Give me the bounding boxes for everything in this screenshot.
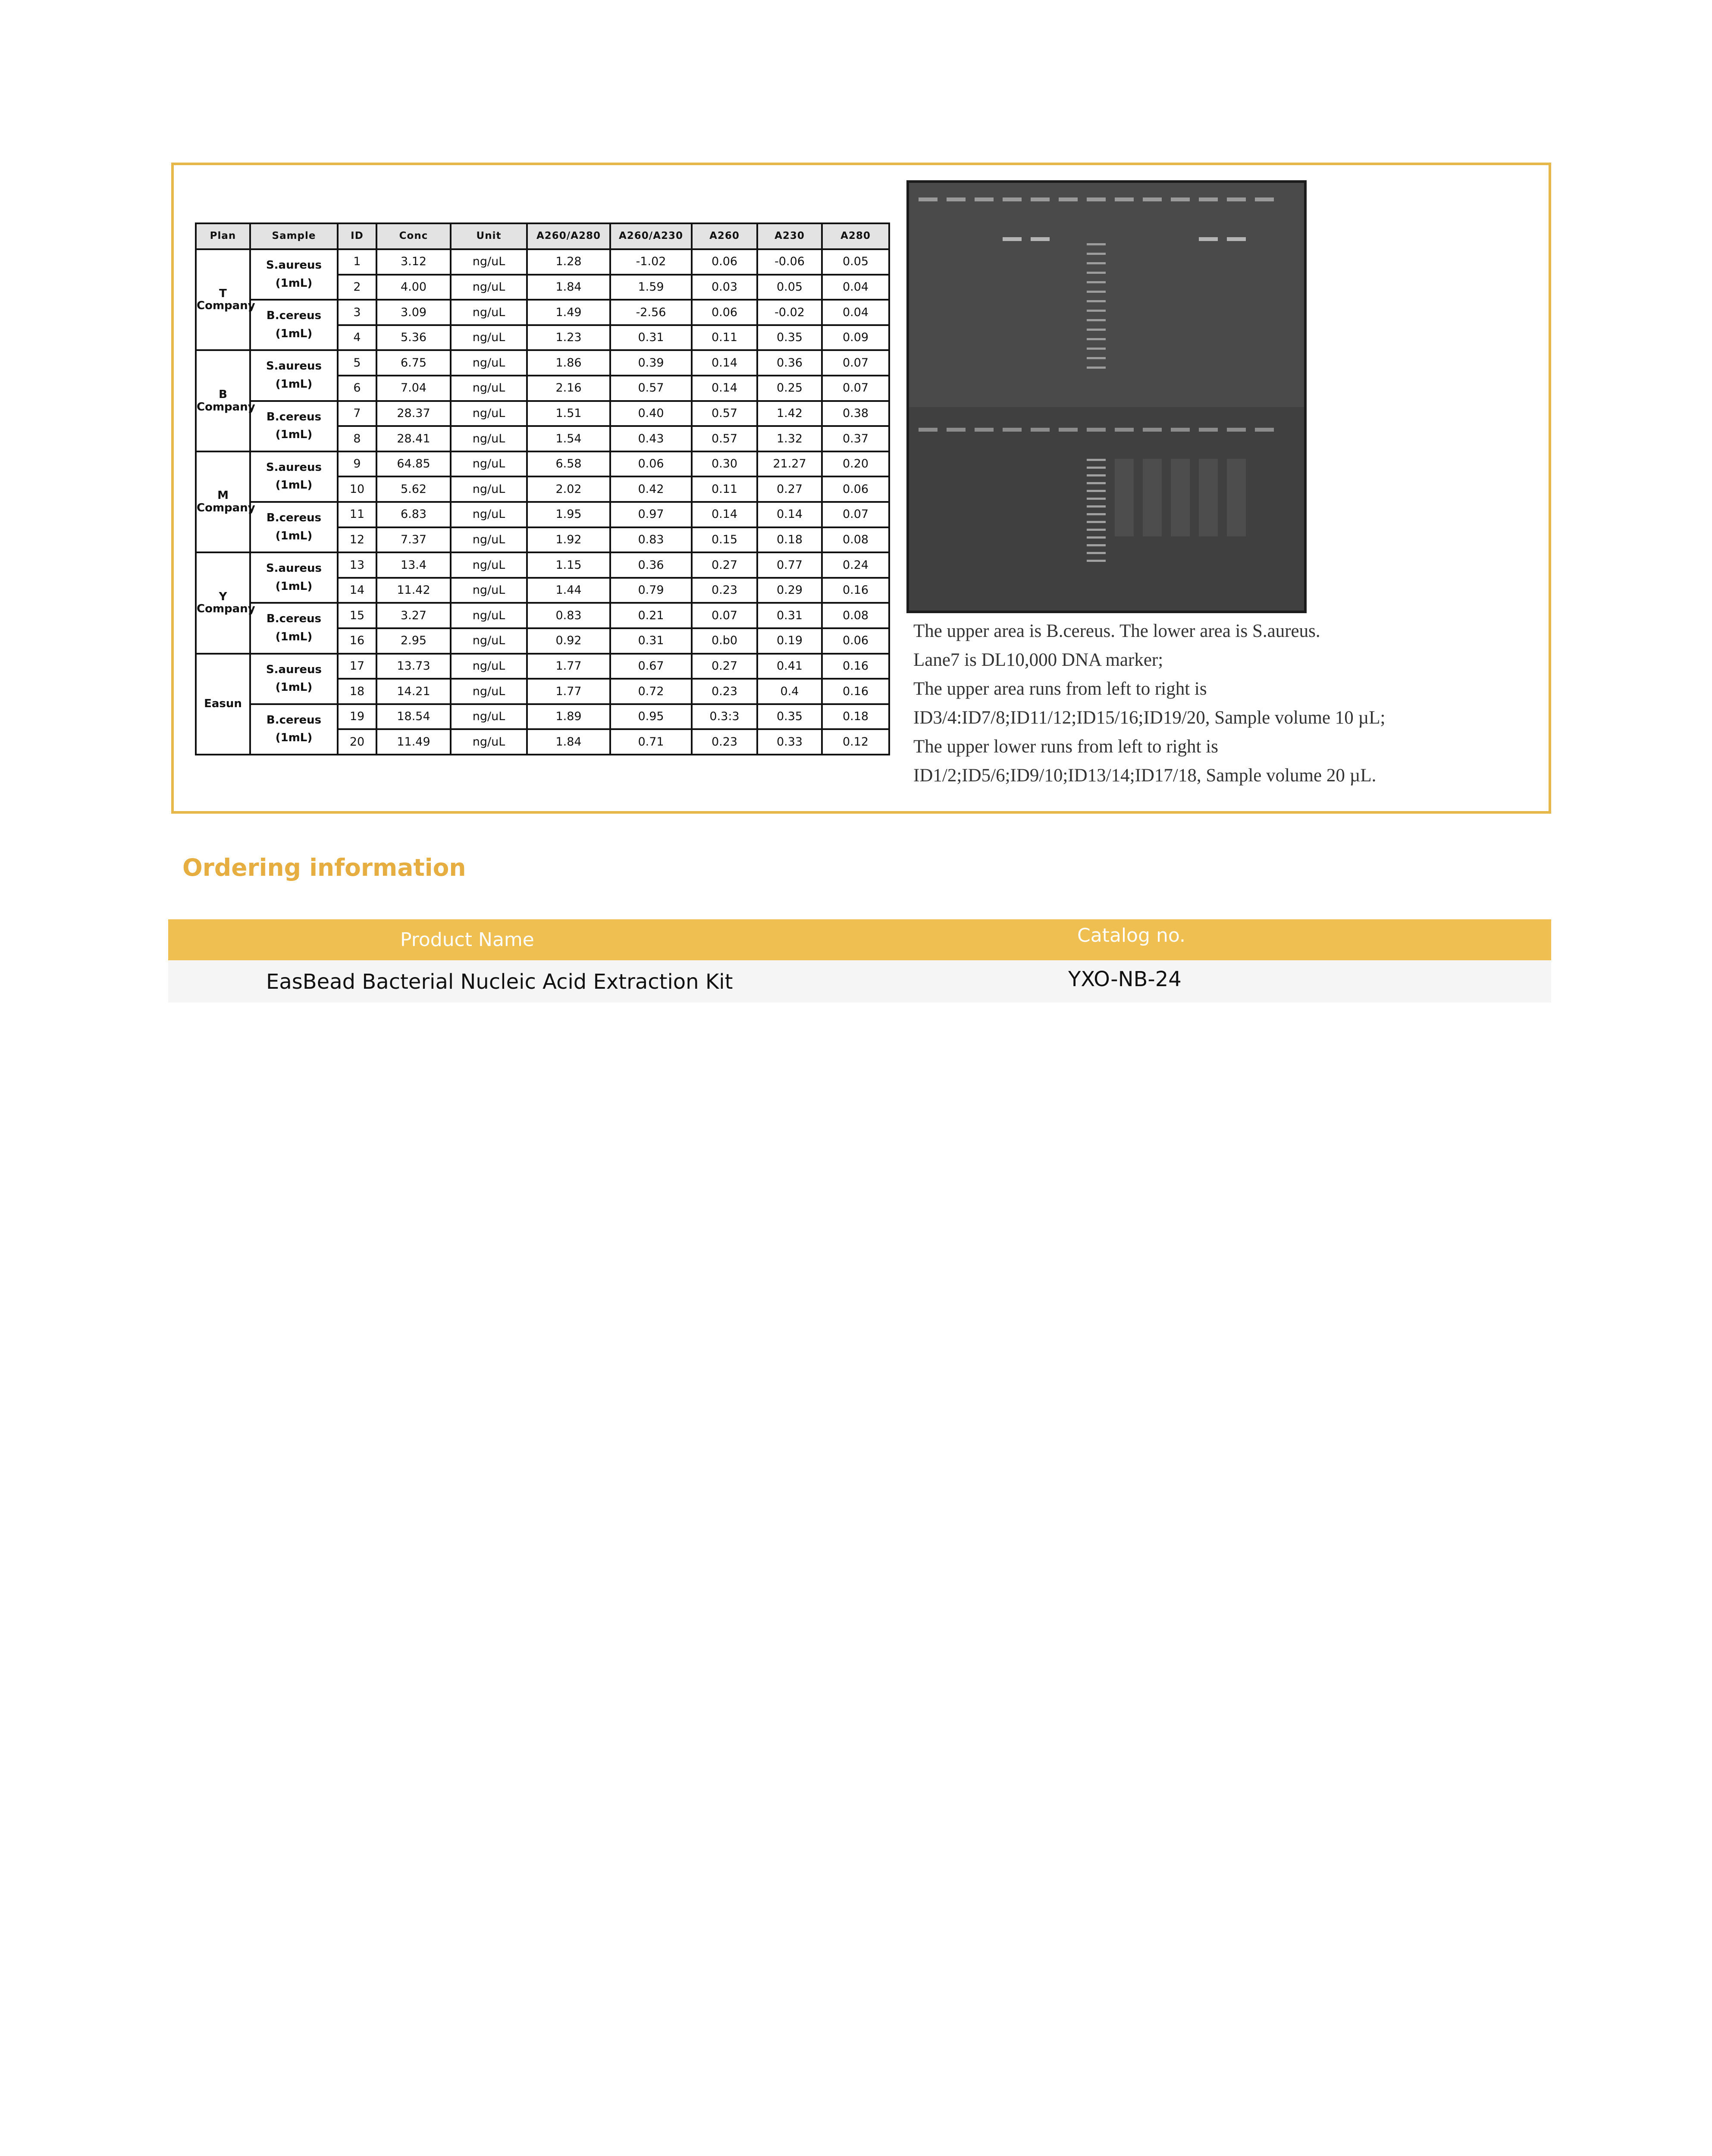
dna-smear <box>1171 459 1190 536</box>
cell-a230: -0.02 <box>757 300 822 325</box>
well-band <box>1031 197 1050 201</box>
sample-cell <box>250 249 338 300</box>
cell-a230: 0.18 <box>757 527 822 553</box>
cell-r2: 0.42 <box>610 476 692 502</box>
cell-r2: 0.71 <box>610 729 692 755</box>
sample-cell <box>250 350 338 401</box>
cell-r2: 0.79 <box>610 578 692 603</box>
marker-band <box>1087 357 1106 359</box>
col-header-a260: A260 <box>692 223 757 249</box>
well-band <box>1171 197 1190 201</box>
well-band <box>1199 428 1218 432</box>
cell-a230: 0.4 <box>757 679 822 704</box>
well-band <box>1255 428 1274 432</box>
cell-r1: 1.77 <box>527 654 610 679</box>
marker-band <box>1087 300 1106 302</box>
cell-a230: -0.06 <box>757 249 822 275</box>
col-header-unit: Unit <box>451 223 527 249</box>
cell-id: 1 <box>338 249 376 275</box>
col-header-a280: A280 <box>822 223 889 249</box>
well-band <box>1003 428 1022 432</box>
cell-a280: 0.07 <box>822 350 889 376</box>
cell-a280: 0.09 <box>822 325 889 351</box>
cell-a230: 0.25 <box>757 376 822 401</box>
sample-label-line: (1mL) <box>275 630 313 643</box>
sample-label-line: (1mL) <box>275 479 313 492</box>
sample-label-line: S.aureus <box>266 360 322 373</box>
cell-a260: 0.03 <box>692 275 757 300</box>
cell-unit: ng/uL <box>451 300 527 325</box>
well-band <box>919 428 938 432</box>
cell-id: 15 <box>338 603 376 628</box>
gel-bands <box>909 183 1304 611</box>
cell-a260: 0.14 <box>692 350 757 376</box>
marker-band <box>1087 291 1106 293</box>
cell-conc: 4.00 <box>376 275 451 300</box>
col-header-conc: Conc <box>376 223 451 249</box>
cell-r1: 1.51 <box>527 401 610 426</box>
sample-label-line: S.aureus <box>266 562 322 575</box>
ordering-table <box>168 919 1551 1003</box>
cell-a280: 0.16 <box>822 654 889 679</box>
cell-id: 5 <box>338 350 376 376</box>
well-band <box>1059 428 1078 432</box>
cell-r1: 1.77 <box>527 679 610 704</box>
cell-r2: 0.39 <box>610 350 692 376</box>
marker-band <box>1087 513 1106 515</box>
cell-id: 20 <box>338 729 376 755</box>
cell-r2: 0.95 <box>610 704 692 730</box>
cell-unit: ng/uL <box>451 654 527 679</box>
well-band <box>1171 428 1190 432</box>
plan-cell: Easun <box>196 654 250 755</box>
cell-a230: 0.31 <box>757 603 822 628</box>
well-band <box>947 428 966 432</box>
cell-a230: 0.05 <box>757 275 822 300</box>
cell-conc: 7.37 <box>376 527 451 553</box>
cell-a280: 0.06 <box>822 628 889 654</box>
cell-a230: 1.42 <box>757 401 822 426</box>
table-row <box>196 249 889 275</box>
table-header-row <box>196 223 889 249</box>
table-row <box>196 502 889 527</box>
cell-id: 10 <box>338 476 376 502</box>
marker-band <box>1087 262 1106 264</box>
well-band <box>1199 197 1218 201</box>
sample-label-line: (1mL) <box>275 428 313 442</box>
cell-id: 16 <box>338 628 376 654</box>
dna-smear <box>1115 459 1134 536</box>
dna-band <box>1031 237 1050 241</box>
well-band <box>1255 197 1274 201</box>
cell-conc: 13.4 <box>376 552 451 578</box>
marker-band <box>1087 310 1106 312</box>
table-row <box>196 401 889 426</box>
plan-cell: Y Company <box>196 552 250 653</box>
marker-band <box>1087 544 1106 546</box>
cell-r1: 1.49 <box>527 300 610 325</box>
well-band <box>1003 197 1022 201</box>
well-band <box>1115 428 1134 432</box>
cell-conc: 13.73 <box>376 654 451 679</box>
cell-a230: 0.36 <box>757 350 822 376</box>
cell-conc: 28.41 <box>376 426 451 451</box>
cell-a230: 0.35 <box>757 704 822 730</box>
cell-conc: 28.37 <box>376 401 451 426</box>
cell-unit: ng/uL <box>451 275 527 300</box>
sample-label-line: (1mL) <box>275 731 313 745</box>
cell-unit: ng/uL <box>451 704 527 730</box>
sample-label-line: B.cereus <box>266 410 322 423</box>
cell-r1: 2.02 <box>527 476 610 502</box>
cell-r2: 1.59 <box>610 275 692 300</box>
col-header-id: ID <box>338 223 376 249</box>
cell-a260: 0.27 <box>692 654 757 679</box>
cell-a260: 0.06 <box>692 249 757 275</box>
cell-id: 7 <box>338 401 376 426</box>
dna-band <box>1003 237 1022 241</box>
cell-unit: ng/uL <box>451 350 527 376</box>
cell-conc: 14.21 <box>376 679 451 704</box>
plan-cell: T Company <box>196 249 250 350</box>
cell-r1: 1.15 <box>527 552 610 578</box>
sample-cell <box>250 300 338 350</box>
cell-r2: 0.83 <box>610 527 692 553</box>
ordering-header-row <box>168 919 1551 960</box>
cell-r1: 1.28 <box>527 249 610 275</box>
table-row <box>196 552 889 578</box>
well-band <box>1115 197 1134 201</box>
sample-label-line: B.cereus <box>266 511 322 524</box>
sample-cell <box>250 451 338 502</box>
cell-a260: 0.15 <box>692 527 757 553</box>
cell-r1: 1.23 <box>527 325 610 351</box>
plan-cell: B Company <box>196 350 250 451</box>
marker-band <box>1087 560 1106 562</box>
cell-unit: ng/uL <box>451 325 527 351</box>
sample-cell <box>250 704 338 755</box>
cell-r1: 0.92 <box>527 628 610 654</box>
cell-a230: 1.32 <box>757 426 822 451</box>
sample-label-line: (1mL) <box>275 529 313 542</box>
dna-band <box>1227 237 1246 241</box>
cell-a260: 0.b0 <box>692 628 757 654</box>
well-band <box>1143 428 1162 432</box>
well-band <box>975 197 994 201</box>
well-band <box>1227 197 1246 201</box>
well-band <box>1059 197 1078 201</box>
cell-conc: 5.62 <box>376 476 451 502</box>
marker-band <box>1087 329 1106 331</box>
plan-cell: M Company <box>196 451 250 552</box>
cell-r2: 0.67 <box>610 654 692 679</box>
gel-caption <box>913 617 1543 790</box>
cell-conc: 6.75 <box>376 350 451 376</box>
cell-a260: 0.30 <box>692 451 757 477</box>
marker-band <box>1087 536 1106 539</box>
cell-id: 13 <box>338 552 376 578</box>
cell-unit: ng/uL <box>451 476 527 502</box>
cell-a230: 0.35 <box>757 325 822 351</box>
col-header-a230: A230 <box>757 223 822 249</box>
cell-r2: 0.43 <box>610 426 692 451</box>
sample-label-line: (1mL) <box>275 377 313 391</box>
cell-conc: 5.36 <box>376 325 451 351</box>
product-name-header: Product Name <box>400 929 534 951</box>
cell-id: 2 <box>338 275 376 300</box>
marker-band <box>1087 367 1106 369</box>
sample-label-line: (1mL) <box>275 327 313 340</box>
cell-a280: 0.37 <box>822 426 889 451</box>
cell-r2: -2.56 <box>610 300 692 325</box>
catalog-header: Catalog no. <box>1077 924 1185 946</box>
col-header-plan: Plan <box>196 223 250 249</box>
cell-unit: ng/uL <box>451 249 527 275</box>
sample-cell <box>250 654 338 704</box>
well-band <box>1143 197 1162 201</box>
cell-id: 14 <box>338 578 376 603</box>
cell-a280: 0.07 <box>822 502 889 527</box>
ordering-section-title: Ordering information <box>182 854 466 881</box>
caption-line: The upper lower runs from left to right is <box>913 736 1218 757</box>
cell-a230: 0.19 <box>757 628 822 654</box>
cell-id: 3 <box>338 300 376 325</box>
marker-band <box>1087 348 1106 350</box>
cell-a260: 0.14 <box>692 502 757 527</box>
marker-band <box>1087 505 1106 508</box>
cell-a260: 0.3:3 <box>692 704 757 730</box>
sample-label-line: B.cereus <box>266 713 322 727</box>
cell-a230: 0.33 <box>757 729 822 755</box>
cell-unit: ng/uL <box>451 426 527 451</box>
cell-a280: 0.16 <box>822 679 889 704</box>
well-band <box>947 197 966 201</box>
sample-label-line: (1mL) <box>275 681 313 694</box>
sample-cell <box>250 603 338 653</box>
cell-a280: 0.38 <box>822 401 889 426</box>
cell-r1: 1.86 <box>527 350 610 376</box>
cell-unit: ng/uL <box>451 729 527 755</box>
cell-conc: 11.42 <box>376 578 451 603</box>
cell-a280: 0.20 <box>822 451 889 477</box>
cell-r1: 1.54 <box>527 426 610 451</box>
caption-line: ID1/2;ID5/6;ID9/10;ID13/14;ID17/18, Sample volume 20 µL. <box>913 765 1376 786</box>
cell-r2: 0.06 <box>610 451 692 477</box>
ordering-row <box>168 960 1551 1003</box>
cell-a260: 0.57 <box>692 401 757 426</box>
cell-id: 19 <box>338 704 376 730</box>
col-header-a260-a230: A260/A230 <box>610 223 692 249</box>
cell-a230: 0.77 <box>757 552 822 578</box>
cell-a260: 0.07 <box>692 603 757 628</box>
cell-conc: 64.85 <box>376 451 451 477</box>
marker-band <box>1087 459 1106 461</box>
well-band <box>919 197 938 201</box>
caption-line: The upper area is B.cereus. The lower area is S.aureus. <box>913 621 1320 641</box>
marker-band <box>1087 552 1106 554</box>
cell-a280: 0.04 <box>822 275 889 300</box>
marker-band <box>1087 474 1106 476</box>
cell-a230: 0.27 <box>757 476 822 502</box>
cell-unit: ng/uL <box>451 578 527 603</box>
cell-a260: 0.23 <box>692 679 757 704</box>
cell-a230: 0.29 <box>757 578 822 603</box>
sample-label-line: (1mL) <box>275 276 313 290</box>
well-band <box>975 428 994 432</box>
cell-conc: 3.12 <box>376 249 451 275</box>
cell-a280: 0.24 <box>822 552 889 578</box>
sample-label-line: S.aureus <box>266 259 322 272</box>
marker-band <box>1087 490 1106 492</box>
cell-unit: ng/uL <box>451 502 527 527</box>
cell-a280: 0.16 <box>822 578 889 603</box>
cell-conc: 3.27 <box>376 603 451 628</box>
cell-r1: 1.84 <box>527 729 610 755</box>
cell-a280: 0.07 <box>822 376 889 401</box>
cell-conc: 3.09 <box>376 300 451 325</box>
cell-r1: 2.16 <box>527 376 610 401</box>
cell-id: 17 <box>338 654 376 679</box>
cell-a280: 0.04 <box>822 300 889 325</box>
cell-a260: 0.11 <box>692 325 757 351</box>
cell-r1: 1.89 <box>527 704 610 730</box>
cell-a230: 0.41 <box>757 654 822 679</box>
cell-a260: 0.57 <box>692 426 757 451</box>
cell-id: 18 <box>338 679 376 704</box>
cell-r1: 0.83 <box>527 603 610 628</box>
caption-line: Lane7 is DL10,000 DNA marker; <box>913 650 1163 670</box>
table-row <box>196 350 889 376</box>
cell-conc: 2.95 <box>376 628 451 654</box>
cell-id: 8 <box>338 426 376 451</box>
marker-band <box>1087 482 1106 484</box>
extraction-results-table <box>195 222 890 755</box>
well-band <box>1031 428 1050 432</box>
cell-r2: 0.36 <box>610 552 692 578</box>
cell-unit: ng/uL <box>451 628 527 654</box>
cell-conc: 6.83 <box>376 502 451 527</box>
cell-r2: 0.97 <box>610 502 692 527</box>
sample-cell <box>250 502 338 552</box>
marker-band <box>1087 529 1106 531</box>
col-header-a260-a280: A260/A280 <box>527 223 610 249</box>
marker-band <box>1087 281 1106 283</box>
caption-line: The upper area runs from left to right is <box>913 679 1207 699</box>
cell-a280: 0.12 <box>822 729 889 755</box>
cell-r2: 0.31 <box>610 628 692 654</box>
cell-id: 9 <box>338 451 376 477</box>
marker-band <box>1087 521 1106 523</box>
cell-r1: 1.44 <box>527 578 610 603</box>
cell-a230: 0.14 <box>757 502 822 527</box>
cell-conc: 7.04 <box>376 376 451 401</box>
caption-line: ID3/4:ID7/8;ID11/12;ID15/16;ID19/20, Sample volume 10 µL; <box>913 708 1386 728</box>
marker-band <box>1087 467 1106 469</box>
cell-a280: 0.08 <box>822 603 889 628</box>
cell-r2: 0.21 <box>610 603 692 628</box>
cell-id: 4 <box>338 325 376 351</box>
cell-a230: 21.27 <box>757 451 822 477</box>
cell-a260: 0.06 <box>692 300 757 325</box>
sample-label-line: S.aureus <box>266 461 322 474</box>
marker-band <box>1087 243 1106 245</box>
sample-label-line: (1mL) <box>275 580 313 593</box>
cell-conc: 18.54 <box>376 704 451 730</box>
col-header-sample: Sample <box>250 223 338 249</box>
cell-a260: 0.11 <box>692 476 757 502</box>
cell-r2: -1.02 <box>610 249 692 275</box>
cell-unit: ng/uL <box>451 603 527 628</box>
cell-unit: ng/uL <box>451 679 527 704</box>
cell-a280: 0.06 <box>822 476 889 502</box>
cell-r2: 0.72 <box>610 679 692 704</box>
cell-unit: ng/uL <box>451 527 527 553</box>
sample-cell <box>250 552 338 603</box>
gel-electrophoresis-image <box>906 180 1307 613</box>
table-row <box>196 654 889 679</box>
cell-id: 11 <box>338 502 376 527</box>
dna-band <box>1199 237 1218 241</box>
cell-id: 6 <box>338 376 376 401</box>
cell-r2: 0.31 <box>610 325 692 351</box>
sample-label-line: S.aureus <box>266 663 322 676</box>
cell-a260: 0.27 <box>692 552 757 578</box>
marker-band <box>1087 338 1106 340</box>
cell-unit: ng/uL <box>451 451 527 477</box>
dna-smear <box>1227 459 1246 536</box>
table-row <box>196 451 889 477</box>
table-row <box>196 603 889 628</box>
product-name: EasBead Bacterial Nucleic Acid Extraction Kit <box>266 970 733 994</box>
well-band <box>1087 428 1106 432</box>
cell-r1: 1.84 <box>527 275 610 300</box>
marker-band <box>1087 272 1106 274</box>
sample-label-line: B.cereus <box>266 612 322 626</box>
cell-r2: 0.57 <box>610 376 692 401</box>
cell-unit: ng/uL <box>451 552 527 578</box>
catalog-number: YXO-NB-24 <box>1068 967 1182 991</box>
cell-id: 12 <box>338 527 376 553</box>
cell-unit: ng/uL <box>451 401 527 426</box>
marker-band <box>1087 319 1106 321</box>
cell-r1: 6.58 <box>527 451 610 477</box>
well-band <box>1227 428 1246 432</box>
sample-label-line: B.cereus <box>266 309 322 323</box>
cell-r1: 1.95 <box>527 502 610 527</box>
cell-a280: 0.18 <box>822 704 889 730</box>
sample-cell <box>250 401 338 451</box>
dna-smear <box>1199 459 1218 536</box>
cell-r1: 1.92 <box>527 527 610 553</box>
cell-r2: 0.40 <box>610 401 692 426</box>
cell-a280: 0.05 <box>822 249 889 275</box>
cell-a260: 0.23 <box>692 578 757 603</box>
cell-a260: 0.23 <box>692 729 757 755</box>
well-band <box>1087 197 1106 201</box>
cell-unit: ng/uL <box>451 376 527 401</box>
cell-a260: 0.14 <box>692 376 757 401</box>
marker-band <box>1087 498 1106 500</box>
cell-a280: 0.08 <box>822 527 889 553</box>
dna-smear <box>1143 459 1162 536</box>
cell-conc: 11.49 <box>376 729 451 755</box>
table-row <box>196 300 889 325</box>
table-row <box>196 704 889 730</box>
marker-band <box>1087 253 1106 255</box>
